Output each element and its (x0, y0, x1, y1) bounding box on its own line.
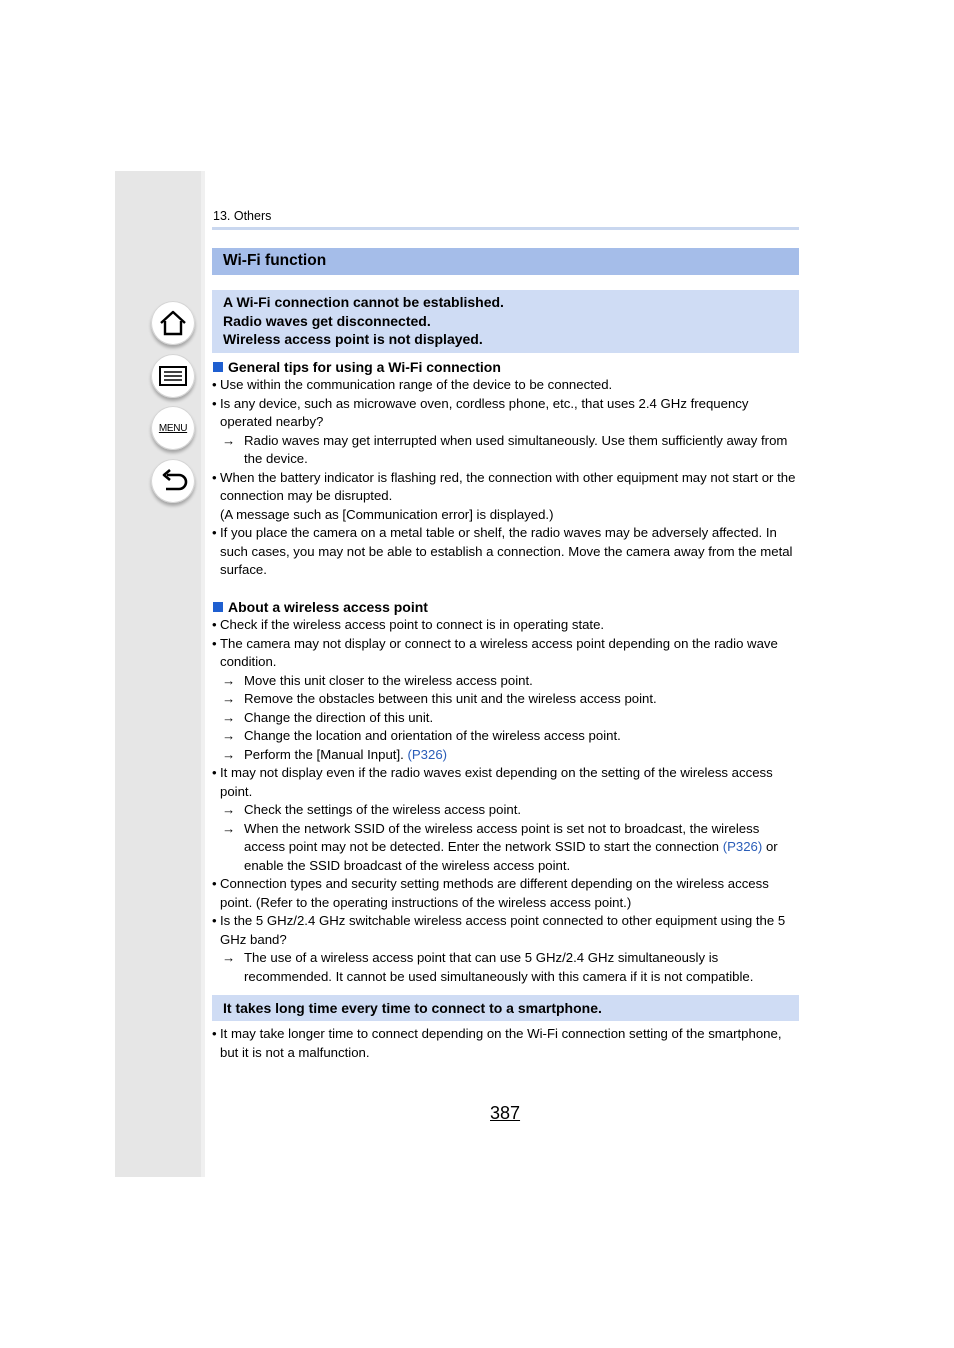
header-rule (212, 227, 799, 230)
arrow-text: Move this unit closer to the wireless access point. (244, 672, 533, 688)
arrow-text: The use of a wireless access point that can use 5 GHz/2.4 GHz simultaneously is recommended. It cannot be used simultaneously with this camera if it is not compatible. (244, 950, 754, 984)
arrow-text: or enable the SSID broadcast of the wireless access point. (244, 839, 778, 873)
note-text: (A message such as [Communication error] is displayed.) (220, 506, 554, 522)
problem2-list (212, 1025, 802, 1062)
arrow-icon: → (222, 802, 236, 817)
problem-box (212, 290, 799, 353)
section-title-bar (212, 248, 799, 275)
contents-button[interactable] (151, 354, 195, 398)
arrow-icon: → (222, 691, 236, 706)
list-item: • It may not display even if the radio waves exist depending on the setting of the wireless access point. (212, 764, 802, 801)
arrow-item (212, 690, 802, 709)
square-bullet-icon (213, 362, 223, 372)
arrow-icon: → (222, 709, 236, 725)
arrow-item (212, 727, 802, 746)
list-item: • When the battery indicator is flashing red, the connection with other equipment may not start or the connection may be disrupted. (212, 469, 802, 506)
list-item: • The camera may not display or connect to a wireless access point depending on the radio wave condition. (212, 635, 802, 672)
list-item: • Is the 5 GHz/2.4 GHz switchable wireless access point connected to other equipment using the 5 GHz band? (212, 912, 802, 949)
menu-label: MENU (158, 422, 188, 434)
general-tips-heading (213, 359, 501, 375)
chapter-label: 13. Others (213, 209, 272, 223)
page-number: 387 (490, 1103, 521, 1123)
arrow-icon: → (222, 746, 236, 762)
arrow-text: Check the settings of the wireless access point. (244, 802, 522, 817)
arrow-icon: → (222, 672, 236, 688)
section-title: Wi-Fi function (223, 252, 327, 269)
arrow-item (212, 801, 802, 820)
menu-button[interactable] (151, 406, 195, 450)
page-link-p326[interactable]: (P326) (722, 839, 763, 854)
arrow-icon: → (222, 432, 236, 448)
list-item: • Connection types and security setting methods are different depending on the wireless access point. (Refer to the operating instructions of the wireless access point.) (212, 875, 802, 912)
arrow-item (212, 432, 802, 469)
list-item: • If you place the camera on a metal table or shelf, the radio waves may be adversely affected. In such cases, you may not be able to establish a connection. Move the camera away from the metal surface. (212, 524, 802, 580)
access-point-heading (213, 599, 428, 615)
back-button[interactable] (151, 459, 195, 503)
problem-line: Wireless access point is not displayed. (223, 331, 483, 347)
back-arrow-icon (158, 467, 188, 495)
arrow-text: Perform the [Manual Input]. (244, 746, 404, 762)
arrow-text: Change the direction of this unit. (244, 709, 434, 725)
arrow-item (212, 746, 802, 765)
list-item: • Use within the communication range of the device to be connected. (212, 376, 802, 395)
list-item: • Check if the wireless access point to connect is in operating state. (212, 616, 802, 635)
general-tips-list (212, 376, 802, 580)
sidebar-edge (201, 171, 205, 1177)
home-icon (158, 308, 188, 338)
arrow-item (212, 672, 802, 691)
list-item: • It may take longer time to connect depending on the Wi-Fi connection setting of the smartphone, but it is not a malfunction. (212, 1025, 802, 1062)
problem-line: It takes long time every time to connect to a smartphone. (223, 1000, 602, 1016)
heading-text: About a wireless access point (228, 599, 428, 615)
arrow-text: Radio waves may get interrupted when used simultaneously. Use them sufficiently away from the device. (244, 432, 788, 466)
arrow-icon: → (222, 950, 236, 965)
problem-line: A Wi-Fi connection cannot be established. (223, 294, 504, 310)
arrow-item (212, 709, 802, 728)
contents-list-icon (158, 364, 188, 388)
list-item: • Is any device, such as microwave oven, cordless phone, etc., that uses 2.4 GHz frequency operated nearby? (212, 395, 802, 432)
problem-box-2 (212, 995, 799, 1021)
arrow-icon: → (222, 728, 236, 743)
page-link-p326[interactable]: (P326) (407, 746, 448, 762)
arrow-text: When the network SSID of the wireless access point is set not to broadcast, the wireless access point may not be detected. Enter the network SSID to start the connection (244, 820, 760, 854)
problem-line: Radio waves get disconnected. (223, 312, 431, 329)
square-bullet-icon (213, 602, 223, 612)
arrow-item (212, 949, 802, 986)
arrow-icon: → (222, 820, 236, 836)
access-point-list (212, 616, 802, 986)
home-button[interactable] (151, 301, 195, 345)
heading-text: General tips for using a Wi-Fi connection (228, 359, 501, 375)
arrow-text: Remove the obstacles between this unit and the wireless access point. (244, 691, 657, 706)
arrow-item (212, 820, 802, 876)
arrow-text: Change the location and orientation of the wireless access point. (244, 728, 621, 743)
